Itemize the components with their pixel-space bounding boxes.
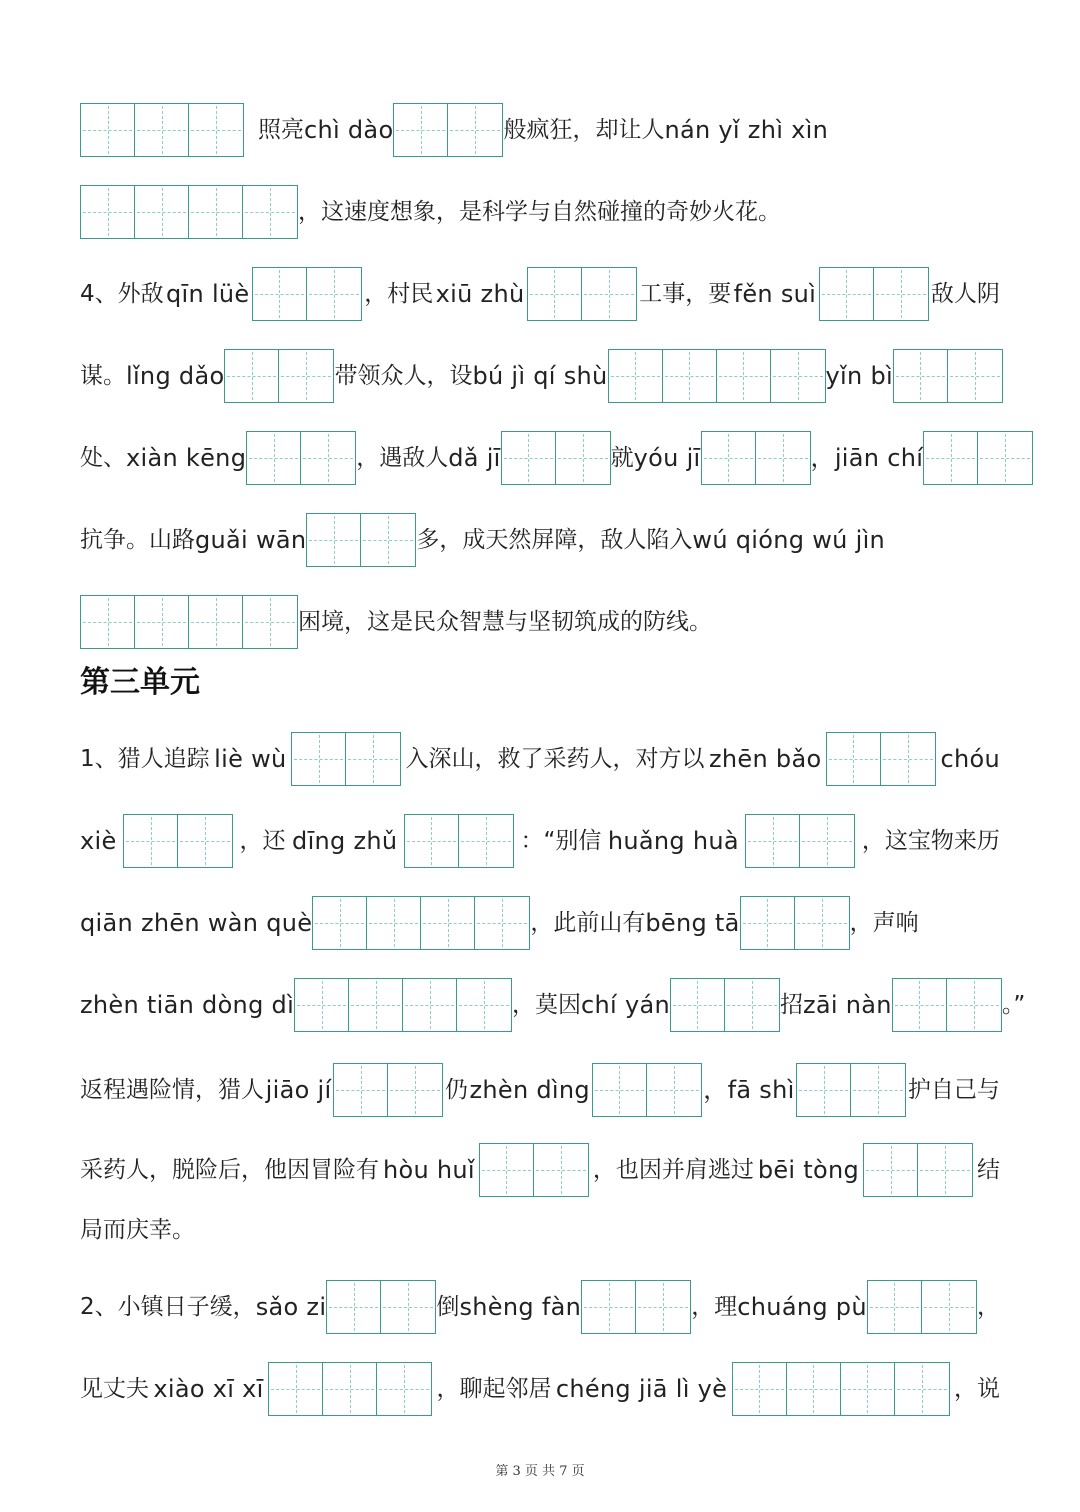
tianzi-cell[interactable] bbox=[421, 897, 475, 949]
answer-grid[interactable] bbox=[592, 1063, 702, 1117]
tianzi-cell[interactable] bbox=[528, 268, 582, 320]
tianzi-cell[interactable] bbox=[292, 733, 346, 785]
chinese-text: ，村民 bbox=[364, 281, 434, 307]
tianzi-cell[interactable] bbox=[81, 104, 135, 156]
tianzi-cell[interactable] bbox=[247, 432, 301, 484]
pinyin-text: liè wù bbox=[214, 745, 287, 773]
tianzi-cell[interactable] bbox=[702, 432, 756, 484]
tianzi-cell[interactable] bbox=[746, 815, 800, 867]
tianzi-cell[interactable] bbox=[636, 1281, 690, 1333]
worksheet-line bbox=[80, 1062, 1000, 1118]
answer-grid[interactable] bbox=[326, 1280, 436, 1334]
tianzi-cell[interactable] bbox=[725, 979, 779, 1031]
chinese-text: ：“别信 bbox=[520, 828, 602, 854]
tianzi-cell[interactable] bbox=[820, 268, 874, 320]
pinyin-text: xiào xī xī bbox=[153, 1375, 264, 1403]
tianzi-cell[interactable] bbox=[671, 979, 725, 1031]
worksheet-line bbox=[80, 102, 1000, 158]
answer-grid[interactable] bbox=[80, 595, 298, 649]
tianzi-cell[interactable] bbox=[534, 1144, 588, 1196]
worksheet-line bbox=[80, 348, 1000, 404]
answer-grid[interactable] bbox=[80, 103, 244, 157]
answer-grid[interactable] bbox=[701, 431, 811, 485]
pinyin-text: shèng fàn bbox=[459, 1293, 582, 1321]
tianzi-cell[interactable] bbox=[253, 268, 307, 320]
pinyin-text: chuáng pù bbox=[737, 1293, 867, 1321]
chinese-text: 仍 bbox=[444, 1077, 468, 1103]
pinyin-text: ，jiān chí bbox=[810, 444, 924, 472]
answer-grid[interactable] bbox=[893, 349, 1003, 403]
tianzi-cell[interactable] bbox=[189, 104, 243, 156]
tianzi-cell[interactable] bbox=[457, 979, 511, 1031]
tianzi-cell[interactable] bbox=[717, 350, 771, 402]
chinese-text: 护自己与 bbox=[907, 1077, 1000, 1103]
chinese-text: 2、小镇日子缓， bbox=[80, 1294, 256, 1320]
tianzi-cell[interactable] bbox=[448, 104, 502, 156]
pinyin-text: fěn suì bbox=[733, 280, 817, 308]
chinese-text: 4、外敌 bbox=[80, 281, 164, 307]
worksheet-line bbox=[80, 1361, 1000, 1417]
chinese-text: 结 bbox=[977, 1157, 1000, 1183]
tianzi-cell[interactable] bbox=[741, 897, 795, 949]
answer-grid[interactable] bbox=[312, 896, 530, 950]
worksheet-line bbox=[80, 977, 1026, 1033]
answer-grid[interactable] bbox=[80, 185, 298, 239]
chinese-text: ，遇敌人 bbox=[356, 445, 449, 471]
pinyin-text: lǐng dǎo bbox=[126, 362, 225, 390]
answer-grid[interactable] bbox=[393, 103, 503, 157]
pinyin-text: bēi tòng bbox=[757, 1156, 860, 1184]
tianzi-cell[interactable] bbox=[947, 979, 1001, 1031]
answer-grid[interactable] bbox=[224, 349, 334, 403]
answer-grid[interactable] bbox=[252, 267, 362, 321]
pinyin-text: chéng jiā lì yè bbox=[555, 1375, 728, 1403]
tianzi-cell[interactable] bbox=[135, 104, 189, 156]
tianzi-cell[interactable] bbox=[874, 268, 928, 320]
tianzi-cell[interactable] bbox=[609, 350, 663, 402]
worksheet-line bbox=[80, 430, 1000, 486]
tianzi-cell[interactable] bbox=[279, 350, 333, 402]
tianzi-cell[interactable] bbox=[918, 1144, 972, 1196]
chinese-text: 见丈夫 bbox=[80, 1376, 149, 1402]
tianzi-cell[interactable] bbox=[307, 268, 361, 320]
tianzi-cell[interactable] bbox=[225, 350, 279, 402]
pinyin-text: ，fā shì bbox=[703, 1076, 795, 1104]
chinese-text: 倒 bbox=[436, 1294, 460, 1320]
pinyin-text: jiāo jí bbox=[265, 1076, 332, 1104]
pinyin-text: xiàn kēng bbox=[126, 444, 247, 472]
answer-grid[interactable] bbox=[740, 896, 850, 950]
chinese-text: ，声响 bbox=[849, 910, 919, 936]
tianzi-cell[interactable] bbox=[381, 1281, 435, 1333]
tianzi-cell[interactable] bbox=[924, 432, 978, 484]
tianzi-cell[interactable] bbox=[81, 596, 135, 648]
tianzi-cell[interactable] bbox=[894, 350, 948, 402]
tianzi-cell[interactable] bbox=[334, 1064, 388, 1116]
chinese-text: 招 bbox=[779, 992, 803, 1018]
tianzi-cell[interactable] bbox=[313, 897, 367, 949]
worksheet-line bbox=[80, 512, 1000, 568]
chinese-text: ，也因并肩逃过 bbox=[592, 1157, 754, 1183]
answer-grid[interactable] bbox=[333, 1063, 443, 1117]
tianzi-cell[interactable] bbox=[787, 1363, 841, 1415]
tianzi-cell[interactable] bbox=[771, 350, 825, 402]
pinyin-text: sǎo zi bbox=[255, 1293, 327, 1321]
tianzi-cell[interactable] bbox=[827, 733, 881, 785]
pinyin-text: qiān zhēn wàn què bbox=[80, 909, 313, 937]
tianzi-cell[interactable] bbox=[394, 104, 448, 156]
tianzi-cell[interactable] bbox=[795, 897, 849, 949]
tianzi-cell[interactable] bbox=[851, 1064, 905, 1116]
answer-grid[interactable] bbox=[501, 431, 611, 485]
answer-grid[interactable] bbox=[670, 978, 780, 1032]
tianzi-cell[interactable] bbox=[480, 1144, 534, 1196]
tianzi-cell[interactable] bbox=[189, 596, 243, 648]
tianzi-cell[interactable] bbox=[349, 979, 403, 1031]
pinyin-text: zhèn tiān dòng dì bbox=[80, 991, 295, 1019]
tianzi-cell[interactable] bbox=[269, 1363, 323, 1415]
tianzi-cell[interactable] bbox=[367, 897, 421, 949]
answer-grid[interactable] bbox=[819, 267, 929, 321]
chinese-text: 照亮 bbox=[258, 117, 304, 143]
answer-grid[interactable] bbox=[306, 513, 416, 567]
answer-grid[interactable] bbox=[826, 732, 936, 786]
chinese-text: 般疯狂，却让人 bbox=[503, 117, 665, 143]
answer-grid[interactable] bbox=[892, 978, 1002, 1032]
tianzi-cell[interactable] bbox=[327, 1281, 381, 1333]
chinese-text: 带领众人，设 bbox=[334, 363, 473, 389]
tianzi-cell[interactable] bbox=[81, 186, 135, 238]
chinese-text: ，还 bbox=[239, 828, 286, 854]
worksheet-line bbox=[80, 813, 1000, 869]
answer-grid[interactable] bbox=[796, 1063, 906, 1117]
chinese-text: ，说 bbox=[953, 1376, 1000, 1402]
pinyin-text: zāi nàn bbox=[802, 991, 892, 1019]
worksheet-line bbox=[80, 266, 1000, 322]
tianzi-cell[interactable] bbox=[593, 1064, 647, 1116]
tianzi-cell[interactable] bbox=[346, 733, 400, 785]
tianzi-cell[interactable] bbox=[948, 350, 1002, 402]
worksheet-line bbox=[80, 1279, 1000, 1335]
tianzi-cell[interactable] bbox=[124, 815, 178, 867]
worksheet-line bbox=[80, 1142, 1000, 1198]
tianzi-cell[interactable] bbox=[893, 979, 947, 1031]
answer-grid[interactable] bbox=[745, 814, 855, 868]
pinyin-text: xiè bbox=[80, 827, 117, 855]
pinyin-text: dīng zhǔ bbox=[292, 827, 398, 855]
tianzi-cell[interactable] bbox=[323, 1363, 377, 1415]
chinese-text: 局而庆幸。 bbox=[80, 1217, 195, 1243]
pinyin-text: chí yán bbox=[581, 991, 670, 1019]
worksheet-line bbox=[80, 1202, 1000, 1258]
tianzi-cell[interactable] bbox=[582, 1281, 636, 1333]
tianzi-cell[interactable] bbox=[307, 514, 361, 566]
answer-grid[interactable] bbox=[246, 431, 356, 485]
tianzi-cell[interactable] bbox=[403, 979, 457, 1031]
worksheet-line bbox=[80, 184, 1000, 240]
pinyin-text: chóu bbox=[940, 745, 1000, 773]
tianzi-cell[interactable] bbox=[388, 1064, 442, 1116]
chinese-text: 抗争。山路 bbox=[80, 527, 195, 553]
chinese-text: 处、 bbox=[80, 445, 126, 471]
tianzi-cell[interactable] bbox=[733, 1363, 787, 1415]
pinyin-text: guǎi wān bbox=[195, 526, 307, 554]
tianzi-cell[interactable] bbox=[797, 1064, 851, 1116]
answer-grid[interactable] bbox=[291, 732, 401, 786]
answer-grid[interactable] bbox=[268, 1362, 432, 1416]
chinese-text: ，此前山有 bbox=[530, 910, 646, 936]
tianzi-cell[interactable] bbox=[405, 815, 459, 867]
tianzi-cell[interactable] bbox=[582, 268, 636, 320]
tianzi-cell[interactable] bbox=[922, 1281, 976, 1333]
pinyin-text: nán yǐ zhì xìn bbox=[664, 116, 829, 144]
chinese-text: 敌人阴 bbox=[930, 281, 1000, 307]
chinese-text: ，理 bbox=[691, 1294, 738, 1320]
tianzi-cell[interactable] bbox=[178, 815, 232, 867]
worksheet-line bbox=[80, 895, 1000, 951]
tianzi-cell[interactable] bbox=[841, 1363, 895, 1415]
tianzi-cell[interactable] bbox=[978, 432, 1032, 484]
tianzi-cell[interactable] bbox=[135, 186, 189, 238]
pinyin-text: huǎng huà bbox=[607, 827, 739, 855]
tianzi-cell[interactable] bbox=[459, 815, 513, 867]
tianzi-cell[interactable] bbox=[864, 1144, 918, 1196]
tianzi-cell[interactable] bbox=[647, 1064, 701, 1116]
answer-grid[interactable] bbox=[923, 431, 1033, 485]
pinyin-text: bēng tā bbox=[645, 909, 740, 937]
chinese-text: ，这宝物来历 bbox=[861, 828, 1000, 854]
page-footer: 第 3 页 共 7 页 bbox=[495, 1464, 585, 1479]
pinyin-text: dǎ jī bbox=[448, 444, 501, 472]
tianzi-cell[interactable] bbox=[301, 432, 355, 484]
tianzi-cell[interactable] bbox=[243, 186, 297, 238]
pinyin-text: wú qióng wú jìn bbox=[692, 526, 886, 554]
pinyin-text: yóu jī bbox=[633, 444, 701, 472]
pinyin-text: qīn lüè bbox=[166, 280, 250, 308]
tianzi-cell[interactable] bbox=[868, 1281, 922, 1333]
tianzi-cell[interactable] bbox=[295, 979, 349, 1031]
answer-grid[interactable] bbox=[732, 1362, 950, 1416]
unit-heading: 第三单元 bbox=[80, 665, 200, 700]
answer-grid[interactable] bbox=[867, 1280, 977, 1334]
tianzi-cell[interactable] bbox=[895, 1363, 949, 1415]
pinyin-text: zhèn dìng bbox=[469, 1076, 590, 1104]
pinyin-text: yǐn bì bbox=[825, 362, 893, 390]
tianzi-cell[interactable] bbox=[243, 596, 297, 648]
chinese-text: ，聊起邻居 bbox=[436, 1376, 552, 1402]
tianzi-cell[interactable] bbox=[502, 432, 556, 484]
answer-grid[interactable] bbox=[608, 349, 826, 403]
pinyin-text: bú jì qí shù bbox=[472, 362, 608, 390]
chinese-text: 返程遇险情，猎人 bbox=[80, 1077, 264, 1103]
answer-grid[interactable] bbox=[294, 978, 512, 1032]
chinese-text: ，莫因 bbox=[512, 992, 582, 1018]
chinese-text: 就 bbox=[610, 445, 634, 471]
answer-grid[interactable] bbox=[123, 814, 233, 868]
tianzi-cell[interactable] bbox=[377, 1363, 431, 1415]
tianzi-cell[interactable] bbox=[663, 350, 717, 402]
worksheet-line bbox=[80, 594, 1000, 650]
tianzi-cell[interactable] bbox=[475, 897, 529, 949]
pinyin-text: chì dào bbox=[304, 116, 394, 144]
answer-grid[interactable] bbox=[479, 1143, 589, 1197]
chinese-text: 谋。 bbox=[80, 363, 126, 389]
chinese-text: 。” bbox=[1001, 992, 1026, 1018]
tianzi-cell[interactable] bbox=[135, 596, 189, 648]
chinese-text: 困境，这是民众智慧与坚韧筑成的防线。 bbox=[298, 609, 712, 635]
chinese-text: 多，成天然屏障，敌人陷入 bbox=[416, 527, 693, 553]
tianzi-cell[interactable] bbox=[800, 815, 854, 867]
tianzi-cell[interactable] bbox=[556, 432, 610, 484]
tianzi-cell[interactable] bbox=[881, 733, 935, 785]
tianzi-cell[interactable] bbox=[189, 186, 243, 238]
tianzi-cell[interactable] bbox=[361, 514, 415, 566]
answer-grid[interactable] bbox=[404, 814, 514, 868]
chinese-text: 采药人，脱险后，他因冒险有 bbox=[80, 1157, 379, 1183]
pinyin-text: xiū zhù bbox=[435, 280, 525, 308]
chinese-text: 工事，要 bbox=[639, 281, 732, 307]
chinese-text: ，这速度想象，是科学与自然碰撞的奇妙火花。 bbox=[298, 199, 781, 225]
answer-grid[interactable] bbox=[863, 1143, 973, 1197]
pinyin-text: hòu huǐ bbox=[382, 1156, 475, 1184]
tianzi-cell[interactable] bbox=[756, 432, 810, 484]
chinese-text: ， bbox=[976, 1294, 1000, 1320]
worksheet-line bbox=[80, 731, 1000, 787]
pinyin-text: zhēn bǎo bbox=[709, 745, 822, 773]
chinese-text: 1、猎人追踪 bbox=[80, 746, 210, 772]
answer-grid[interactable] bbox=[581, 1280, 691, 1334]
chinese-text: 入深山，救了采药人，对方以 bbox=[405, 746, 705, 772]
answer-grid[interactable] bbox=[527, 267, 637, 321]
